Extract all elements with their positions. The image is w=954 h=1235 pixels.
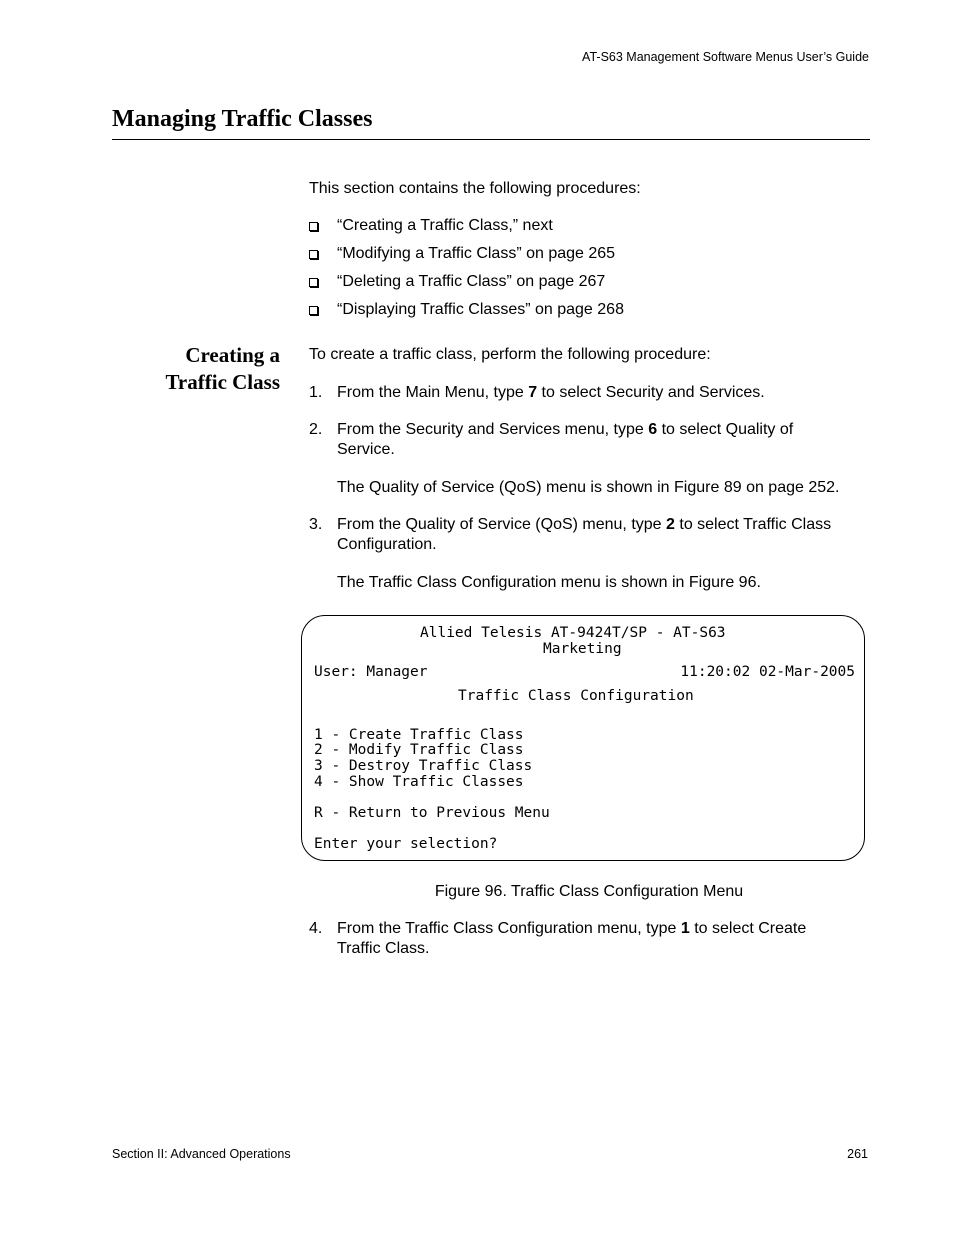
list-item: “Creating a Traffic Class,” next xyxy=(309,216,624,244)
checkbox-bullet-icon xyxy=(309,222,318,231)
title-divider xyxy=(112,139,870,140)
menu-option-create[interactable]: 1 - Create Traffic Class xyxy=(314,727,524,743)
list-item: “Displaying Traffic Classes” on page 268 xyxy=(309,300,624,328)
checkbox-bullet-icon xyxy=(309,250,318,259)
checkbox-bullet-icon xyxy=(309,278,318,287)
terminal-device: Allied Telesis AT-9424T/SP - AT-S63 xyxy=(420,625,726,641)
page-number: 261 xyxy=(847,1147,868,1161)
step-note: The Traffic Class Configuration menu is shown in Figure 96. xyxy=(337,574,761,591)
figure-caption: Figure 96. Traffic Class Configuration Menu xyxy=(434,883,744,900)
menu-option-show[interactable]: 4 - Show Traffic Classes xyxy=(314,774,524,790)
checkbox-bullet-icon xyxy=(309,306,318,315)
terminal-location: Marketing xyxy=(543,641,622,657)
menu-option-destroy[interactable]: 3 - Destroy Traffic Class xyxy=(314,758,533,774)
step-4: 4. From the Traffic Class Configuration menu, type 1 to select Create Traffic Class. xyxy=(309,920,807,957)
step-2: 2. From the Security and Services menu, type 6 to select Quality of Service. The Quality of Service (QoS) menu is shown in Figure 89 on page 252. xyxy=(309,420,849,498)
list-item: “Modifying a Traffic Class” on page 265 xyxy=(309,244,624,272)
section-intro: This section contains the following procedures: xyxy=(309,180,641,197)
footer-section: Section II: Advanced Operations xyxy=(112,1147,291,1161)
terminal-screen xyxy=(301,615,865,861)
section-title: Managing Traffic Classes xyxy=(112,106,373,132)
subsection-intro: To create a traffic class, perform the following procedure: xyxy=(309,346,711,363)
step-1: 1. From the Main Menu, type 7 to select Security and Services. xyxy=(309,384,765,401)
terminal-datetime: 11:20:02 02-Mar-2005 xyxy=(680,664,855,680)
list-item: “Deleting a Traffic Class” on page 267 xyxy=(309,272,624,300)
terminal-menu-title: Traffic Class Configuration xyxy=(458,688,694,704)
step-note: The Quality of Service (QoS) menu is shown in Figure 89 on page 252. xyxy=(337,479,840,496)
menu-option-modify[interactable]: 2 - Modify Traffic Class xyxy=(314,742,524,758)
subsection-title: Creating a Traffic Class xyxy=(165,343,280,394)
procedure-list xyxy=(309,216,624,328)
running-header: AT-S63 Management Software Menus User’s Guide xyxy=(582,50,869,64)
terminal-user: User: Manager xyxy=(314,664,428,680)
menu-option-return[interactable]: R - Return to Previous Menu xyxy=(314,805,550,821)
step-3: 3. From the Quality of Service (QoS) menu, type 2 to select Traffic Class Configuration. The Traffic Class Configuration menu is shown in Figure 96. xyxy=(309,515,875,593)
terminal-prompt[interactable]: Enter your selection? xyxy=(314,836,498,852)
